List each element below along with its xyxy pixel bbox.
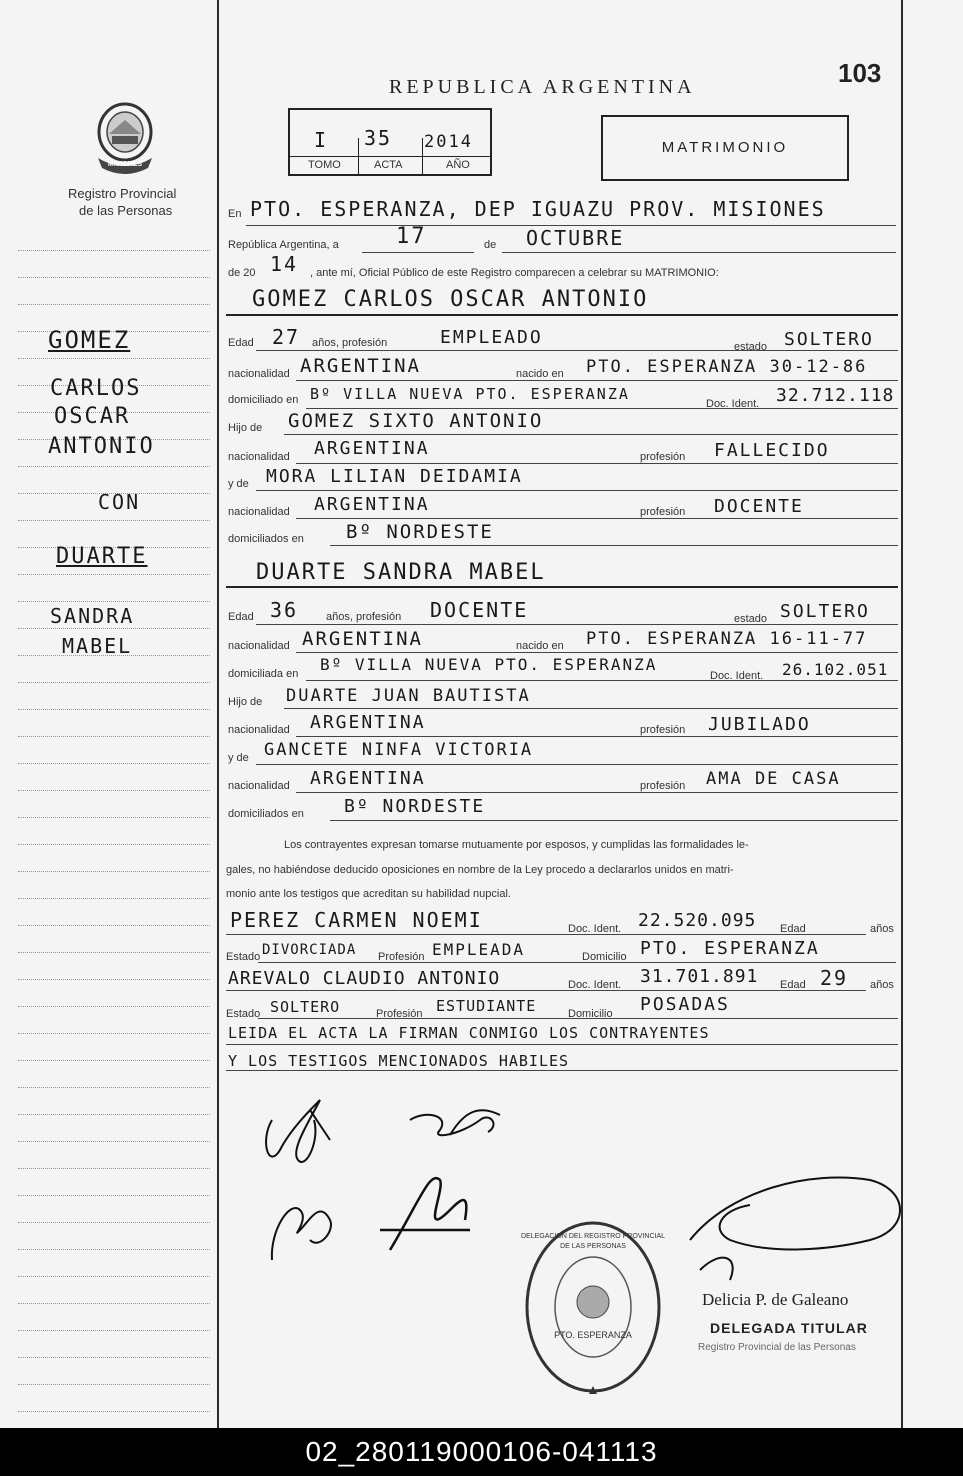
bride-yde-label: y de	[228, 752, 249, 764]
officer-name: Delicia P. de Galeano	[702, 1290, 849, 1309]
margin-ruled-line	[18, 844, 210, 845]
witness1-name: PEREZ CARMEN NOEMI	[230, 908, 483, 932]
tomo-value: I	[314, 128, 329, 152]
record-type-label: MATRIMONIO	[661, 139, 789, 156]
bride-doc-label: Doc. Ident.	[710, 670, 764, 682]
margin-ruled-line	[18, 979, 210, 980]
margin-ruled-line	[18, 763, 210, 764]
groom-father-profession: FALLECIDO	[714, 440, 830, 461]
margin-ruled-line	[18, 790, 210, 791]
officer-title: DELEGADA TITULAR	[710, 1320, 868, 1336]
groom-doc-label: Doc. Ident.	[706, 398, 760, 410]
record-type-box	[601, 115, 849, 181]
year-suffix: 14	[270, 252, 299, 276]
anio-value: 2014	[424, 132, 473, 152]
groom-mother-nac-label: nacionalidad	[228, 506, 290, 518]
margin-ruled-line	[18, 1384, 210, 1385]
de-label: de	[484, 239, 497, 251]
witness2-edad-label: Edad	[780, 979, 806, 991]
bride-full-name: DUARTE SANDRA MABEL	[256, 560, 546, 585]
witness2-status: SOLTERO	[270, 998, 341, 1016]
margin-ruled-line	[18, 304, 210, 305]
margin-ruled-line	[18, 1060, 210, 1061]
bride-mother-prof-label: profesión	[640, 780, 686, 792]
legal-line-3: monio ante los testigos que acreditan su habilidad nupcial.	[226, 888, 511, 900]
margin-ruled-line	[18, 1006, 210, 1007]
registry-name-line2: de las Personas	[79, 203, 173, 218]
witness1-address: PTO. ESPERANZA	[640, 938, 820, 959]
margin-ruled-line	[18, 1033, 210, 1034]
margin-name1-a: CARLOS	[50, 376, 142, 401]
margin-name1-b: OSCAR	[54, 404, 131, 429]
margin-ruled-line	[18, 925, 210, 926]
legal-line-1: Los contrayentes expresan tomarse mutuamente por esposos, y cumplidas las formalidades le-	[284, 839, 749, 851]
bride-dom-label: domiciliada en	[228, 668, 299, 680]
witness2-prof-label: Profesión	[376, 1008, 423, 1020]
intro-text: , ante mí, Oficial Público de este Registro comparecen a celebrar su MATRIMONIO:	[310, 267, 719, 279]
witness1-profession: EMPLEADA	[432, 940, 526, 959]
witness2-name: AREVALO CLAUDIO ANTONIO	[228, 968, 501, 989]
witness2-estado-label: Estado	[226, 1008, 261, 1020]
margin-ruled-line	[18, 1222, 210, 1223]
margin-ruled-line	[18, 250, 210, 251]
margin-name2-a: SANDRA	[50, 604, 135, 628]
groom-address: Bº VILLA NUEVA PTO. ESPERANZA	[310, 385, 630, 403]
witness1-doc-label: Doc. Ident.	[568, 923, 622, 935]
closing-line-1: LEIDA EL ACTA LA FIRMAN CONMIGO LOS CONTRAYENTES	[228, 1024, 710, 1042]
witness1-domicilio-label: Domicilio	[582, 951, 627, 963]
bride-mother-nationality: ARGENTINA	[310, 768, 426, 789]
bride-doc: 26.102.051	[782, 660, 889, 679]
witness2-doc: 31.701.891	[640, 966, 759, 987]
margin-ruled-line	[18, 1411, 210, 1412]
groom-age: 27	[272, 325, 301, 349]
month: OCTUBRE	[526, 226, 625, 250]
groom-full-name: GOMEZ CARLOS OSCAR ANTONIO	[252, 287, 649, 312]
tomo-label: TOMO	[308, 159, 341, 171]
bride-nationality: ARGENTINA	[302, 628, 423, 650]
groom-nationality: ARGENTINA	[300, 355, 421, 377]
witness1-prof-label: Profesión	[378, 951, 425, 963]
acta-label: ACTA	[374, 159, 403, 171]
margin-ruled-line	[18, 817, 210, 818]
bride-nac-label: nacionalidad	[228, 640, 290, 652]
margin-ruled-line	[18, 1330, 210, 1331]
margin-ruled-line	[18, 1276, 210, 1277]
groom-dom-label: domiciliado en	[228, 394, 299, 406]
anio-label: AÑO	[446, 159, 470, 171]
bride-father-profession: JUBILADO	[708, 714, 811, 735]
groom-edad-label: Edad	[228, 337, 254, 349]
margin-ruled-line	[18, 1303, 210, 1304]
province-crest	[92, 98, 158, 178]
official-seal	[522, 1218, 664, 1396]
margin-connector: CON	[98, 490, 141, 514]
groom-birth: PTO. ESPERANZA 30-12-86	[586, 357, 868, 377]
margin-ruled-line	[18, 709, 210, 710]
margin-ruled-line	[18, 277, 210, 278]
day: 17	[396, 224, 427, 249]
margin-ruled-line	[18, 1249, 210, 1250]
seal-ring-text: DELEGACION DEL REGISTRO PROVINCIAL DE LAS PERSONAS	[520, 1233, 666, 1250]
bride-mother-profession: AMA DE CASA	[706, 769, 841, 789]
place: PTO. ESPERANZA, DEP IGUAZU PROV. MISIONES	[250, 197, 826, 221]
bride-address: Bº VILLA NUEVA PTO. ESPERANZA	[320, 655, 658, 674]
margin-ruled-line	[18, 520, 210, 521]
witness2-address: POSADAS	[640, 994, 730, 1015]
groom-father: GOMEZ SIXTO ANTONIO	[288, 410, 544, 432]
margin-surname1: GOMEZ	[48, 326, 131, 354]
groom-mother: MORA LILIAN DEIDAMIA	[266, 466, 523, 487]
margin-ruled-line	[18, 1168, 210, 1169]
witness1-edad-label: Edad	[780, 923, 806, 935]
groom-doc: 32.712.118	[776, 385, 895, 406]
margin-ruled-line	[18, 601, 210, 602]
witness2-domicilio-label: Domicilio	[568, 1008, 613, 1020]
groom-mother-profession: DOCENTE	[714, 496, 804, 517]
margin-ruled-line	[18, 1114, 210, 1115]
margin-ruled-line	[18, 1357, 210, 1358]
margin-ruled-line	[18, 682, 210, 683]
groom-nac-label: nacionalidad	[228, 368, 290, 380]
year-prefix: de 20	[228, 267, 256, 279]
bride-hijo-label: Hijo de	[228, 696, 263, 708]
groom-father-nac-label: nacionalidad	[228, 451, 290, 463]
groom-parents-dom-label: domiciliados en	[228, 533, 304, 545]
document-id-footer: 02_280119000106-041113	[0, 1428, 963, 1476]
groom-mother-prof-label: profesión	[640, 506, 686, 518]
country-title: REPUBLICA ARGENTINA	[389, 76, 696, 98]
bride-father-nationality: ARGENTINA	[310, 712, 426, 733]
margin-ruled-line	[18, 898, 210, 899]
groom-estado-label: estado	[734, 341, 768, 353]
witness1-anios-label: años	[870, 923, 894, 935]
bride-estado-label: estado	[734, 613, 768, 625]
groom-mother-nationality: ARGENTINA	[314, 494, 430, 515]
groom-nacido-label: nacido en	[516, 368, 564, 380]
bride-mother: GANCETE NINFA VICTORIA	[264, 740, 534, 760]
acta-value: 35	[364, 126, 393, 150]
registry-name-line1: Registro Provincial	[68, 186, 177, 201]
margin-ruled-line	[18, 1141, 210, 1142]
margin-surname2: DUARTE	[56, 544, 148, 569]
page-number: 103	[838, 58, 882, 88]
bride-profession: DOCENTE	[430, 598, 529, 622]
witness2-anios-label: años	[870, 979, 894, 991]
margin-ruled-line	[18, 1195, 210, 1196]
groom-father-nationality: ARGENTINA	[314, 438, 430, 459]
closing-line-2: Y LOS TESTIGOS MENCIONADOS HABILES	[228, 1052, 570, 1070]
margin-rule-left	[217, 0, 219, 1428]
margin-ruled-line	[18, 358, 210, 359]
bride-civil-status: SOLTERO	[780, 601, 870, 622]
bride-father: DUARTE JUAN BAUTISTA	[286, 686, 531, 706]
witness2-doc-label: Doc. Ident.	[568, 979, 622, 991]
groom-yde-label: y de	[228, 478, 249, 490]
groom-parents-address: Bº NORDESTE	[346, 521, 494, 543]
witness2-age: 29	[820, 966, 849, 990]
margin-ruled-line	[18, 466, 210, 467]
witness1-status: DIVORCIADA	[262, 942, 357, 958]
margin-ruled-line	[18, 736, 210, 737]
margin-ruled-line	[18, 871, 210, 872]
margin-name1-c: ANTONIO	[48, 434, 155, 459]
seal-center-text: PTO. ESPERANZA	[554, 1330, 632, 1340]
margin-ruled-line	[18, 952, 210, 953]
margin-name2-b: MABEL	[62, 634, 133, 658]
republica-label: República Argentina, a	[228, 239, 339, 251]
bride-father-prof-label: profesión	[640, 724, 686, 736]
witness1-doc: 22.520.095	[638, 910, 757, 931]
bride-edad-label: Edad	[228, 611, 254, 623]
bride-parents-address: Bº NORDESTE	[344, 796, 486, 817]
en-label: En	[228, 208, 242, 220]
witness2-profession: ESTUDIANTE	[436, 997, 537, 1015]
groom-anios-label: años, profesión	[312, 337, 388, 349]
witness1-estado-label: Estado	[226, 951, 261, 963]
bride-nacido-label: nacido en	[516, 640, 564, 652]
bride-parents-dom-label: domiciliados en	[228, 808, 304, 820]
bride-birth: PTO. ESPERANZA 16-11-77	[586, 629, 868, 649]
legal-line-2: gales, no habiéndose deducido oposiciones en nombre de la Ley procedo a declararlos unidos en matri-	[226, 864, 734, 876]
bride-age: 36	[270, 598, 299, 622]
margin-ruled-line	[18, 574, 210, 575]
groom-civil-status: SOLTERO	[784, 329, 874, 350]
groom-hijo-label: Hijo de	[228, 422, 263, 434]
tomo-acta-anio-table	[288, 108, 492, 176]
margin-ruled-line	[18, 628, 210, 629]
groom-father-prof-label: profesión	[640, 451, 686, 463]
groom-profession: EMPLEADO	[440, 327, 543, 348]
margin-ruled-line	[18, 1087, 210, 1088]
bride-mother-nac-label: nacionalidad	[228, 780, 290, 792]
bride-father-nac-label: nacionalidad	[228, 724, 290, 736]
crest-label: MISIONES	[107, 161, 143, 168]
bride-anios-label: años, profesión	[326, 611, 402, 623]
officer-org: Registro Provincial de las Personas	[698, 1342, 856, 1353]
